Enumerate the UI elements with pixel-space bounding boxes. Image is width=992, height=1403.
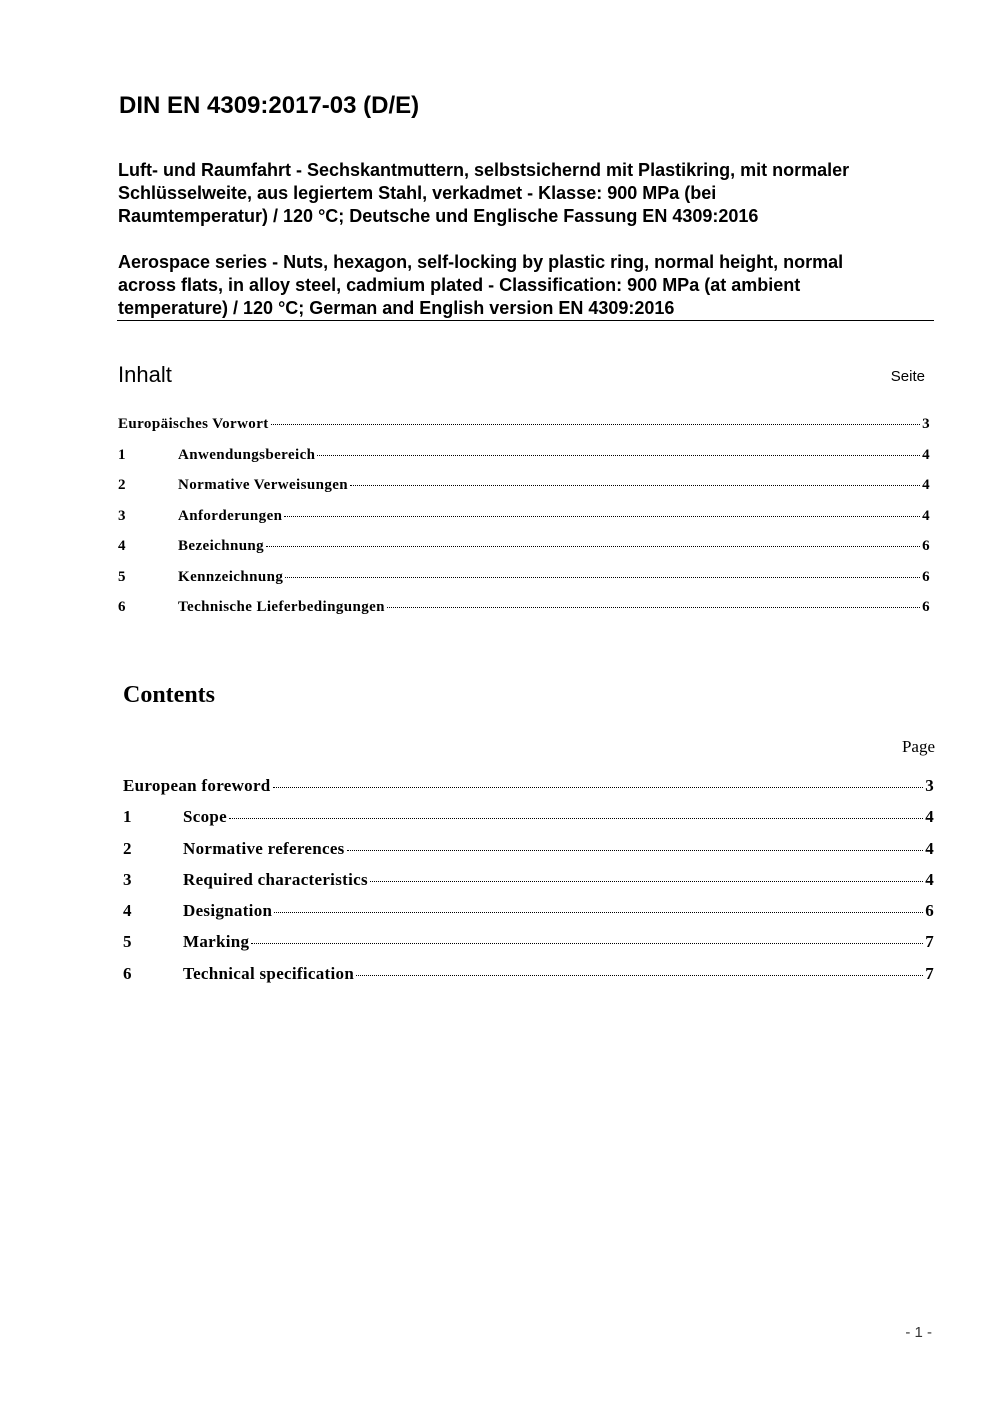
toc-dot-leader: [251, 943, 923, 944]
toc-en-heading: Contents: [123, 682, 216, 708]
toc-entry-title: Normative references: [183, 838, 345, 858]
toc-entry-title: European foreword: [123, 776, 271, 795]
toc-dot-leader: [266, 546, 920, 547]
toc-entry-number: 3: [118, 507, 126, 524]
toc-entry[interactable]: [118, 477, 930, 508]
toc-dot-leader: [229, 818, 923, 819]
subtitle-german-line: Raumtemperatur) / 120 °C; Deutsche und Englische Fassung EN 4309:2016: [118, 206, 759, 226]
toc-entry-title: Scope: [183, 807, 227, 827]
document-title: DIN EN 4309:2017-03 (D/E): [119, 92, 420, 119]
toc-entry-title: Anforderungen: [178, 507, 283, 524]
toc-entry-page: 4: [922, 446, 930, 463]
toc-entry[interactable]: [123, 807, 934, 838]
toc-entry-page: 6: [922, 599, 930, 615]
toc-entry-number: 5: [118, 568, 126, 585]
toc-entry-number: 5: [123, 932, 132, 952]
toc-entry-number: 3: [123, 869, 132, 889]
subtitle-english-line: across flats, in alloy steel, cadmium plated - Classification: 900 MPa (at ambient: [118, 275, 801, 295]
toc-entry-page: 6: [922, 568, 930, 585]
toc-entry[interactable]: [123, 964, 934, 995]
toc-de-page-label: Seite: [890, 368, 925, 385]
subtitle-german: [118, 159, 938, 228]
toc-entry[interactable]: [118, 569, 930, 600]
toc-dot-leader: [284, 516, 920, 517]
toc-dot-leader: [356, 975, 923, 976]
toc-entry-number: 2: [118, 477, 126, 493]
toc-entry[interactable]: [118, 447, 930, 478]
toc-entry[interactable]: [123, 932, 934, 963]
toc-entry-number: 6: [118, 599, 126, 615]
toc-dot-leader: [271, 424, 920, 425]
toc-entry[interactable]: [123, 870, 934, 901]
toc-entry-page: 4: [925, 807, 934, 827]
toc-entry[interactable]: [123, 776, 934, 807]
toc-entry-page: 4: [922, 507, 930, 524]
toc-entry-number: 4: [123, 901, 132, 921]
toc-dot-leader: [274, 912, 923, 913]
toc-entry-title: Bezeichnung: [178, 538, 265, 554]
toc-entry-title: Designation: [183, 901, 273, 921]
toc-entry-page: 4: [922, 477, 930, 493]
toc-entry-title: Required characteristics: [183, 869, 368, 889]
toc-dot-leader: [317, 455, 920, 456]
toc-entry-page: 4: [925, 869, 934, 889]
toc-dot-leader: [387, 607, 920, 608]
toc-entry[interactable]: [118, 599, 930, 630]
toc-entry-page: 6: [922, 538, 930, 554]
toc-entry-title: Normative Verweisungen: [178, 477, 349, 493]
toc-entry-number: 6: [123, 963, 132, 983]
toc-dot-leader: [285, 577, 920, 578]
toc-entry[interactable]: [118, 416, 930, 447]
toc-english: [123, 776, 934, 995]
subtitle-german-line: Schlüsselweite, aus legiertem Stahl, verkadmet - Klasse: 900 MPa (bei: [118, 183, 717, 203]
subtitle-english-line: temperature) / 120 °C; German and English version EN 4309:2016: [118, 298, 675, 318]
toc-dot-leader: [370, 881, 923, 882]
subtitle-german-line: Luft- und Raumfahrt - Sechskantmuttern, selbstsichernd mit Plastikring, mit normaler: [118, 160, 850, 180]
toc-entry[interactable]: [118, 538, 930, 569]
toc-entry-title: Marking: [183, 932, 250, 952]
toc-entry-title: Kennzeichnung: [178, 568, 284, 585]
toc-dot-leader: [273, 787, 924, 788]
toc-entry-page: 7: [925, 963, 934, 983]
toc-de-heading: Inhalt: [118, 362, 172, 387]
toc-entry[interactable]: [123, 839, 934, 870]
toc-entry-title: Anwendungsbereich: [178, 446, 316, 463]
toc-dot-leader: [350, 485, 920, 486]
toc-en-page-label: Page: [901, 737, 935, 756]
toc-entry-page: 3: [925, 776, 934, 795]
toc-entry-number: 1: [118, 446, 126, 463]
title-divider: [117, 320, 934, 321]
toc-entry-title: Technical specification: [183, 963, 355, 983]
toc-entry-title: Technische Lieferbedingungen: [178, 599, 385, 615]
page-number: - 1 -: [905, 1324, 932, 1341]
toc-entry-number: 4: [118, 538, 126, 554]
toc-entry-page: 7: [925, 932, 934, 952]
subtitle-english: [118, 251, 938, 320]
toc-entry-page: 6: [925, 901, 934, 921]
toc-entry[interactable]: [123, 901, 934, 932]
toc-entry-number: 2: [123, 838, 132, 858]
subtitle-english-line: Aerospace series - Nuts, hexagon, self-locking by plastic ring, normal height, normal: [118, 252, 844, 272]
toc-german: [118, 416, 930, 630]
toc-entry-title: Europäisches Vorwort: [118, 416, 269, 432]
toc-entry-number: 1: [123, 807, 132, 827]
toc-entry[interactable]: [118, 508, 930, 539]
toc-entry-page: 4: [925, 838, 934, 858]
toc-entry-page: 3: [922, 416, 930, 432]
toc-dot-leader: [347, 850, 924, 851]
